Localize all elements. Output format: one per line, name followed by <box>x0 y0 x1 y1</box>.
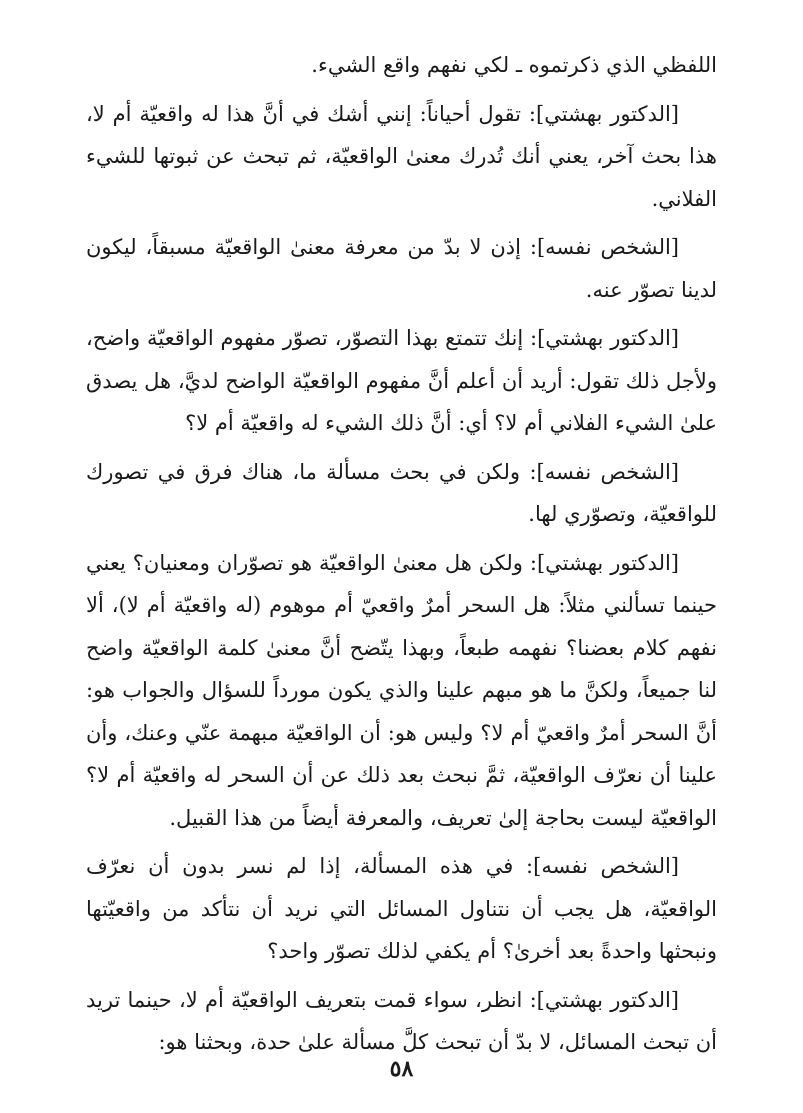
page-number: ٥٨ <box>389 1056 414 1082</box>
paragraph-dialogue: [الدكتور بهشتي]: انظر، سواء قمت بتعريف الواقعيّة أم لا، حينما تريد أن تبحث المسائل، لا بدّ أن تبحث كلَّ مسألة علىٰ حدة، وبحثنا هو: <box>86 987 717 1054</box>
paragraph-continuation: اللفظي الذي ذكرتموه ـ لكي نفهم واقع الشيء. <box>311 53 717 77</box>
page-body <box>86 44 717 1070</box>
paragraph-dialogue: [الدكتور بهشتي]: ولكن هل معنىٰ الواقعيّة هو تصوّران ومعنيان؟ يعني حينما تسألني مثلاً: هل السحر أمرٌ واقعيّ أم موهوم (له واقعيّة أم لا)، ألا نفهم كلام بعضنا؟ نفهمه طبعاً، وبهذا يتّضح أنَّ معنىٰ كلمة الواقعيّة واضح لنا جميعاً، ولكنَّ ما هو مبهم علينا والذي يكون مورداً للسؤال والجواب هو: أنَّ السحر أمرٌ واقعيّ أم لا؟ وليس هو: أن الواقعيّة مبهمة عنّي وعنك، وأن علينا أن نعرّف الواقعيّة، ثمَّ نبحث بعد ذلك عن أن السحر له واقعيّة أم لا؟ الواقعيّة ليست بحاجة إلىٰ تعريف، والمعرفة أيضاً من هذا القبيل. <box>86 550 717 830</box>
paragraph-dialogue: [الشخص نفسه]: إذن لا بدّ من معرفة معنىٰ الواقعيّة مسبقاً، ليكون لدينا تصوّر عنه. <box>86 235 717 302</box>
paragraph-dialogue: [الدكتور بهشتي]: تقول أحياناً: إنني أشك في أنَّ هذا له واقعيّة أم لا، هذا بحث آخر، يعني أنك تُدرك معنىٰ الواقعيّة، ثم تبحث عن ثبوتها للشيء الفلاني. <box>86 101 717 211</box>
paragraph-dialogue: [الشخص نفسه]: ولكن في بحث مسألة ما، هناك فرق في تصورك للواقعيّة، وتصوّري لها. <box>86 459 717 526</box>
paragraph-dialogue: [الشخص نفسه]: في هذه المسألة، إذا لم نسر بدون أن نعرّف الواقعيّة، هل يجب أن نتناول المسائل التي نريد أن نتأكد من واقعيّتها ونبحثها واحدةً بعد أخرىٰ؟ أم يكفي لذلك تصوّر واحد؟ <box>86 854 717 963</box>
paragraph-dialogue: [الدكتور بهشتي]: إنك تتمتع بهذا التصوّر، تصوّر مفهوم الواقعيّة واضح، ولأجل ذلك تقول: أريد أن أعلم أنَّ مفهوم الواقعيّة الواضح لديَّ، هل يصدق علىٰ الشيء الفلاني أم لا؟ أي: أنَّ ذلك الشيء له واقعيّة أم لا؟ <box>86 326 717 435</box>
